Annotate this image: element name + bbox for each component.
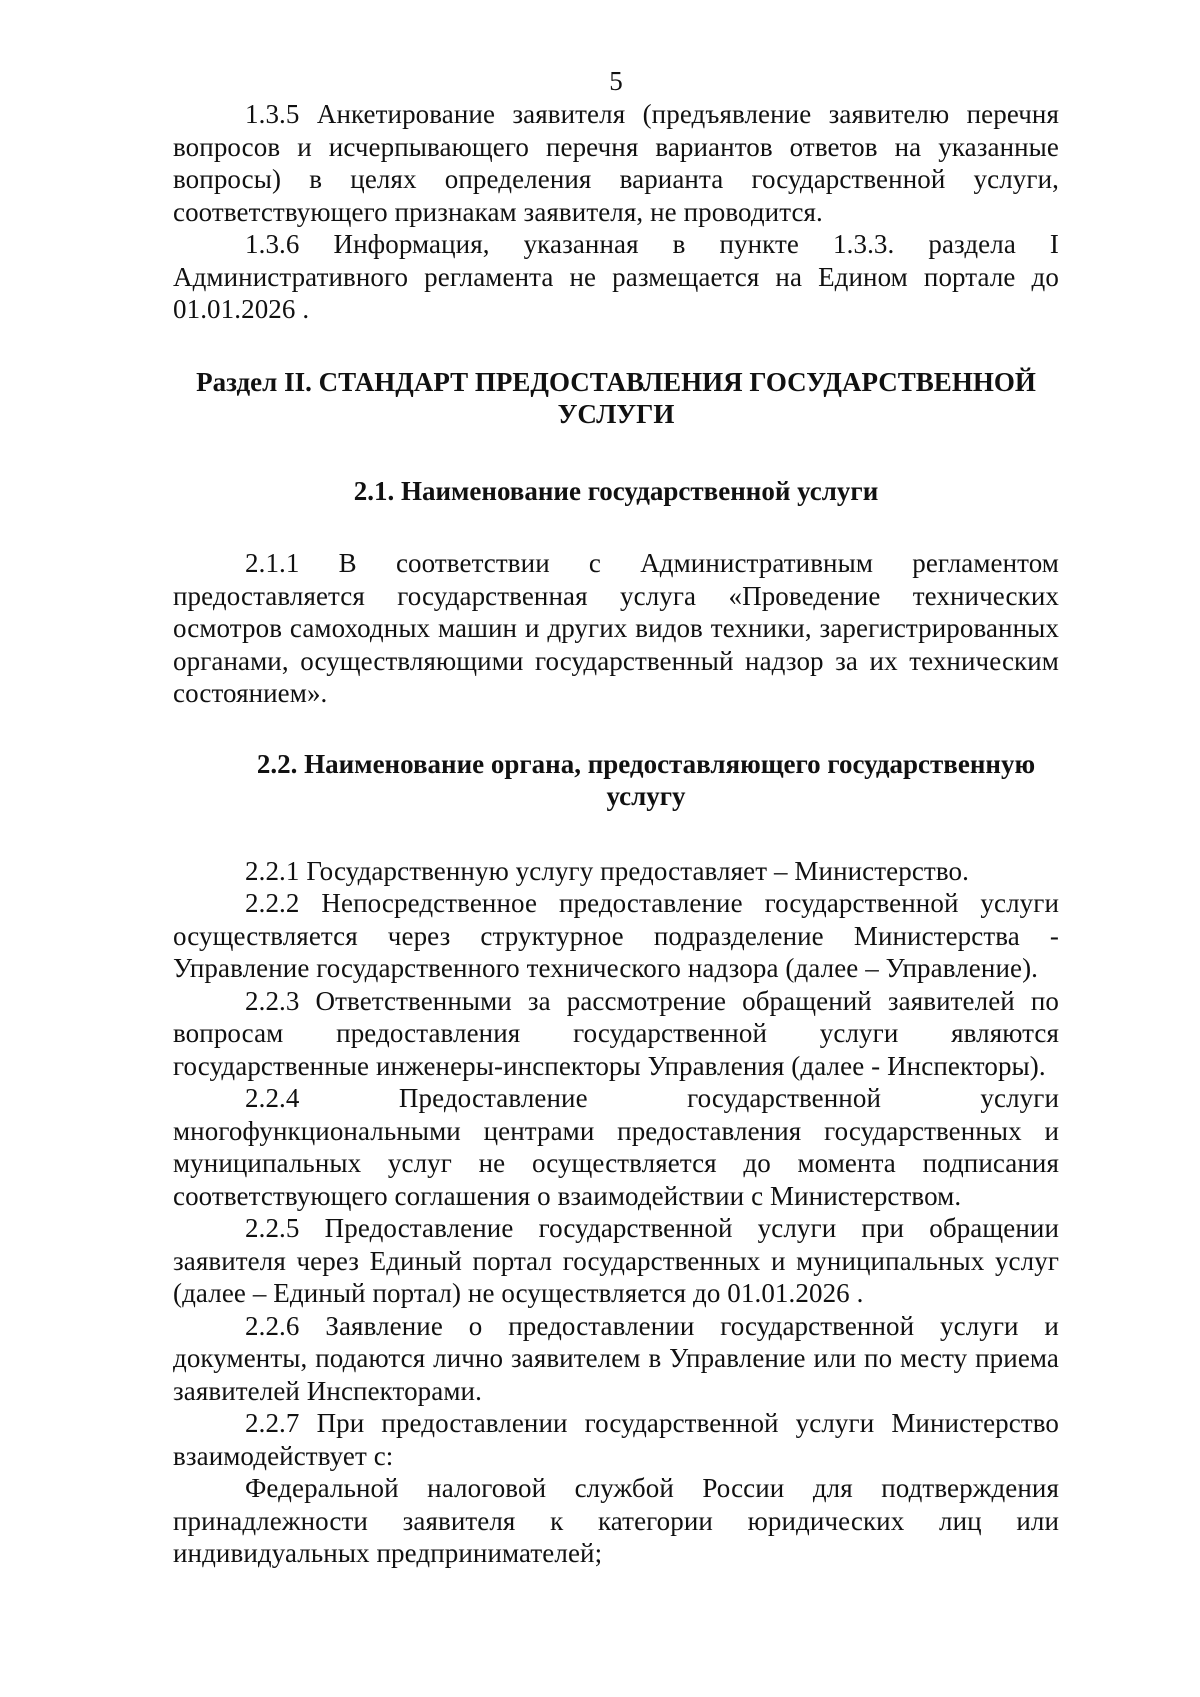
page-number: 5 [609,66,623,96]
section-heading [173,366,1059,431]
paragraph-2-2-5: 2.2.5 Предоставление государственной услуги при обращении заявителя через Единый портал государственных и муниципальных услуг (далее – Единый портал) не осуществляется до 01.01.2026 . [173,1213,1059,1308]
paragraph-2-2-2: 2.2.2 Непосредственное предоставление государственной услуги осуществляется через структурное подразделение Министерства - Управление государственного технического надзора (далее – Управление). [173,888,1059,983]
subheading-2-2 [173,748,1059,813]
subheading-2-1: 2.1. Наименование государственной услуги [353,475,879,506]
paragraph-2-2-7: 2.2.7 При предоставлении государственной услуги Министерство взаимодействует с: [173,1408,1059,1471]
subheading-2-2-line-2: услугу [606,781,686,811]
subheading-2-2-line-1: 2.2. Наименование органа, предоставляющего государственную [256,748,1036,779]
paragraph-2-2-4: 2.2.4 Предоставление государственной услуги многофункциональными центрами предоставления государственных и муниципальных услуг не осуществляется до момента подписания соответствующего соглашения о взаимодействии с Министерством. [173,1083,1059,1211]
paragraph-2-1-1: 2.1.1 В соответствии с Административным регламентом предоставляется государственная услуга «Проведение технических осмотров самоходных машин и других видов техники, зарегистрированных органами, осуществляющими государственный надзор за их техническим состоянием». [173,548,1059,708]
paragraph-2-2-3: 2.2.3 Ответственными за рассмотрение обращений заявителей по вопросам предоставления государственной услуги являются государственные инженеры-инспекторы Управления (далее - Инспекторы). [173,985,1059,1081]
section-heading-line-1: Раздел II. СТАНДАРТ ПРЕДОСТАВЛЕНИЯ ГОСУДАРСТВЕННОЙ [196,366,1036,397]
paragraph-2-2-1: 2.2.1 Государственную услугу предоставляет – Министерство. [245,855,969,886]
paragraph-1-3-6: 1.3.6 Информация, указанная в пункте 1.3.3. раздела I Административного регламента не размещается на Едином портале до 01.01.2026 . [173,229,1059,324]
paragraph-2-2-6: 2.2.6 Заявление о предоставлении государственной услуги и документы, подаются лично заявителем в Управление или по месту приема заявителей Инспекторами. [173,1310,1059,1406]
paragraph-fns: Федеральной налоговой службой России для подтверждения принадлежности заявителя к категории юридических лиц или индивидуальных предпринимателей; [173,1473,1059,1568]
section-heading-line-2: УСЛУГИ [557,399,675,429]
paragraph-1-3-5: 1.3.5 Анкетирование заявителя (предъявление заявителю перечня вопросов и исчерпывающего перечня вариантов ответов на указанные вопросы) в целях определения варианта государственной услуги, соответствующего признакам заявителя, не проводится. [173,99,1059,227]
